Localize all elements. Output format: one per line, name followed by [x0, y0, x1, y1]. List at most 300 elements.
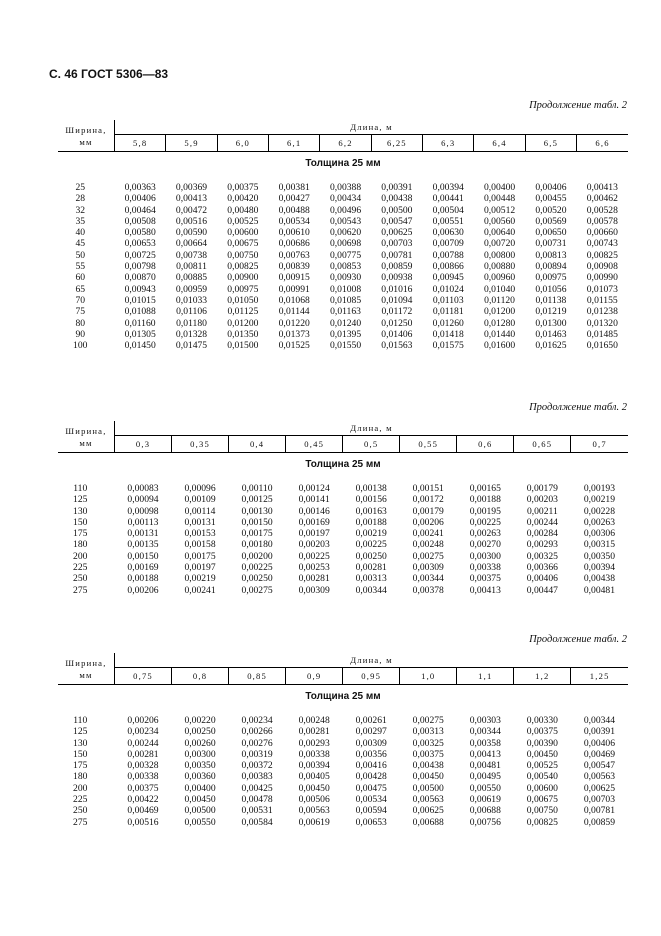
- volume-cell: 0,00528: [586, 204, 618, 216]
- volume-cell: 0,00156: [355, 494, 387, 506]
- volume-cell: 0,00960: [483, 272, 516, 284]
- volume-cell: 0,00441: [432, 193, 464, 205]
- volume-cell: 0,00319: [241, 748, 273, 760]
- volume-cell: 0,00344: [355, 584, 387, 596]
- table-caption: Продолжение табл. 2: [529, 634, 627, 645]
- volume-cell: 0,00193: [583, 483, 616, 494]
- volume-cell: 0,00560: [483, 215, 516, 227]
- volume-cell: 0,00163: [355, 505, 387, 517]
- volume-cell: 0,00938: [381, 272, 413, 284]
- width-value: 180: [73, 771, 88, 783]
- width-header: Ширина, мм: [58, 653, 115, 685]
- volume-cell: 0,00270: [469, 539, 501, 551]
- volume-cell: 0,00158: [184, 539, 216, 551]
- volume-cell: 0,00309: [412, 562, 444, 574]
- volume-cell: 0,00450: [184, 794, 216, 806]
- table-row: [58, 726, 628, 737]
- volume-cell: 0,00358: [469, 737, 501, 749]
- volume-cell: 0,00197: [184, 562, 216, 574]
- volume-cell: 0,00480: [227, 204, 259, 216]
- volume-cell: 0,00344: [583, 715, 616, 726]
- volume-cell: 0,00894: [535, 261, 567, 273]
- volume-cell: 0,00504: [432, 204, 464, 216]
- volume-cell: 0,00225: [298, 550, 330, 562]
- volume-cell: 0,00438: [583, 573, 616, 585]
- length-value: 0,6: [457, 436, 514, 453]
- length-value: 1,1: [457, 668, 514, 685]
- volume-cell: 0,00114: [184, 505, 216, 517]
- volume-cell: 0,00151: [412, 483, 444, 494]
- table-row: [58, 573, 628, 584]
- volume-cell: 0,00464: [124, 204, 156, 216]
- length-header: Длина, м: [115, 653, 629, 668]
- volume-cell: 0,01200: [227, 317, 259, 329]
- volume-cell: 0,00594: [355, 805, 387, 817]
- volume-cell: 0,00098: [127, 505, 159, 517]
- volume-cell: 0,00113: [127, 516, 159, 528]
- volume-cell: 0,01160: [124, 317, 156, 329]
- volume-cell: 0,01406: [381, 328, 413, 340]
- volume-cell: 0,00516: [127, 816, 159, 828]
- volume-cell: 0,00281: [127, 748, 159, 760]
- volume-cell: 0,01350: [227, 328, 259, 340]
- length-value: 6,25: [371, 135, 422, 152]
- page-header: С. 46 ГОСТ 5306—83: [49, 67, 169, 81]
- volume-cell: 0,00179: [412, 505, 444, 517]
- table-row: [58, 238, 628, 249]
- volume-cell: 0,00455: [535, 193, 567, 205]
- width-value: 110: [73, 483, 88, 494]
- volume-cell: 0,00725: [124, 249, 156, 261]
- volume-cell: 0,01155: [586, 294, 618, 306]
- volume-cell: 0,00688: [469, 805, 501, 817]
- table-row: [58, 205, 628, 216]
- volume-cell: 0,01260: [432, 317, 464, 329]
- width-value: 275: [73, 584, 88, 596]
- volume-cell: 0,01650: [586, 340, 618, 352]
- volume-cell: 0,00859: [583, 816, 616, 828]
- volume-cell: 0,00640: [483, 227, 516, 239]
- length-value: 0,85: [229, 668, 286, 685]
- volume-cell: 0,00150: [127, 550, 159, 562]
- width-value: 275: [73, 816, 88, 828]
- volume-cell: 0,00250: [241, 573, 273, 585]
- volume-cell: 0,01219: [535, 306, 567, 318]
- table-row: [58, 306, 628, 317]
- thickness-label: Толщина 25 мм: [305, 691, 381, 703]
- table-row: [58, 517, 628, 528]
- table-caption: Продолжение табл. 2: [529, 402, 627, 413]
- volume-cell: 0,01475: [175, 340, 208, 352]
- table-row: [58, 227, 628, 238]
- volume-cell: 0,00275: [241, 584, 273, 596]
- volume-cell: 0,00219: [355, 528, 387, 540]
- volume-cell: 0,00481: [469, 760, 501, 772]
- width-value: 60: [75, 272, 86, 284]
- volume-cell: 0,00375: [469, 573, 501, 585]
- volume-cell: 0,00241: [184, 584, 216, 596]
- table-row: [58, 805, 628, 816]
- volume-cell: 0,01163: [330, 306, 361, 318]
- volume-cell: 0,00131: [184, 516, 216, 528]
- volume-cell: 0,00578: [586, 215, 618, 227]
- volume-cell: 0,00619: [469, 794, 501, 806]
- width-value: 32: [75, 204, 86, 216]
- volume-cell: 0,00275: [412, 550, 444, 562]
- volume-cell: 0,00309: [355, 737, 387, 749]
- volume-cell: 0,00534: [278, 215, 310, 227]
- volume-cell: 0,00172: [412, 494, 444, 506]
- table-row: [58, 760, 628, 771]
- volume-cell: 0,00660: [586, 227, 618, 239]
- volume-cell: 0,00534: [355, 794, 387, 806]
- volume-cell: 0,00293: [298, 737, 330, 749]
- volume-cell: 0,00356: [355, 748, 387, 760]
- volume-cell: 0,00709: [432, 238, 464, 250]
- volume-cell: 0,00450: [298, 782, 330, 794]
- volume-cell: 0,00720: [483, 238, 516, 250]
- volume-cell: 0,00281: [355, 562, 387, 574]
- volume-cell: 0,00825: [526, 816, 558, 828]
- volume-cell: 0,00180: [241, 539, 273, 551]
- table-row: [58, 506, 628, 517]
- thickness-label: Толщина 25 мм: [305, 158, 381, 170]
- table-row: [58, 182, 628, 193]
- width-value: 250: [73, 573, 88, 585]
- table-row: [58, 783, 628, 794]
- volume-cell: 0,00153: [184, 528, 216, 540]
- volume-cell: 0,00496: [329, 204, 362, 216]
- volume-cell: 0,01395: [329, 328, 362, 340]
- volume-cell: 0,00743: [586, 238, 618, 250]
- volume-cell: 0,01280: [483, 317, 516, 329]
- volume-cell: 0,00203: [526, 494, 558, 506]
- volume-cell: 0,00375: [227, 182, 259, 193]
- width-value: 150: [73, 748, 88, 760]
- volume-cell: 0,00276: [241, 737, 273, 749]
- width-header: Ширина, мм: [58, 120, 115, 152]
- volume-cell: 0,00481: [583, 584, 616, 596]
- table-row: [58, 551, 628, 562]
- volume-cell: 0,00225: [355, 539, 387, 551]
- volume-cell: 0,00275: [412, 715, 444, 726]
- volume-cell: 0,00945: [432, 272, 464, 284]
- volume-cell: 0,00303: [469, 715, 501, 726]
- width-value: 65: [75, 283, 86, 295]
- volume-cell: 0,00375: [127, 782, 159, 794]
- volume-cell: 0,00250: [355, 550, 387, 562]
- volume-cell: 0,00338: [298, 748, 330, 760]
- volume-cell: 0,00390: [526, 737, 558, 749]
- width-value: 28: [75, 193, 86, 205]
- width-value: 175: [73, 760, 88, 772]
- volume-cell: 0,00448: [483, 193, 516, 205]
- volume-cell: 0,01550: [329, 340, 362, 352]
- volume-cell: 0,00394: [432, 182, 464, 193]
- width-value: 225: [73, 794, 88, 806]
- length-value: 0,9: [286, 668, 343, 685]
- table-row: [58, 771, 628, 782]
- table-row: [58, 738, 628, 749]
- length-value: 6,3: [423, 135, 474, 152]
- volume-cell: 0,00653: [355, 816, 387, 828]
- volume-cell: 0,00584: [241, 816, 273, 828]
- volume-cell: 0,01485: [586, 328, 618, 340]
- table-row: [58, 585, 628, 596]
- volume-cell: 0,00300: [469, 550, 501, 562]
- volume-cell: 0,00478: [241, 794, 273, 806]
- volume-cell: 0,00400: [483, 182, 516, 193]
- table-row: [58, 261, 628, 272]
- length-value: 0,45: [286, 436, 343, 453]
- volume-cell: 0,00756: [469, 816, 501, 828]
- volume-cell: 0,00590: [175, 227, 208, 239]
- volume-cell: 0,01040: [483, 283, 516, 295]
- volume-cell: 0,00428: [355, 771, 387, 783]
- width-value: 110: [73, 715, 88, 726]
- volume-cell: 0,00338: [469, 562, 501, 574]
- table-row: [58, 193, 628, 204]
- volume-cell: 0,00250: [184, 726, 216, 738]
- volume-cell: 0,00220: [184, 715, 216, 726]
- volume-cell: 0,00406: [526, 573, 558, 585]
- volume-cell: 0,00472: [175, 204, 208, 216]
- volume-cell: 0,01138: [535, 294, 567, 306]
- volume-cell: 0,00188: [469, 494, 501, 506]
- length-header: Длина, м: [115, 421, 629, 436]
- volume-cell: 0,00083: [127, 483, 159, 494]
- volume-cell: 0,00366: [526, 562, 558, 574]
- volume-cell: 0,00750: [227, 249, 259, 261]
- volume-cell: 0,00775: [329, 249, 362, 261]
- volume-cell: 0,00547: [381, 215, 413, 227]
- volume-cell: 0,00870: [124, 272, 156, 284]
- volume-cell: 0,01418: [432, 328, 464, 340]
- thickness-label: Толщина 25 мм: [305, 459, 381, 471]
- volume-cell: 0,01220: [278, 317, 310, 329]
- volume-cell: 0,00413: [175, 193, 208, 205]
- volume-cell: 0,00420: [227, 193, 259, 205]
- volume-cell: 0,00200: [241, 550, 273, 562]
- width-value: 200: [73, 550, 88, 562]
- table-row: [58, 250, 628, 261]
- volume-cell: 0,01625: [535, 340, 567, 352]
- volume-cell: 0,00313: [412, 726, 444, 738]
- volume-cell: 0,01125: [227, 306, 259, 318]
- table-row: [58, 340, 628, 351]
- volume-cell: 0,00325: [526, 550, 558, 562]
- volume-cell: 0,01200: [483, 306, 516, 318]
- volume-cell: 0,00525: [227, 215, 259, 227]
- volume-cell: 0,00915: [278, 272, 310, 284]
- volume-cell: 0,00625: [412, 805, 444, 817]
- volume-cell: 0,01500: [227, 340, 259, 352]
- width-value: 100: [73, 340, 88, 352]
- volume-cell: 0,00462: [586, 193, 618, 205]
- volume-cell: 0,00653: [124, 238, 156, 250]
- volume-cell: 0,00131: [127, 528, 159, 540]
- volume-cell: 0,00244: [526, 516, 558, 528]
- volume-cell: 0,01068: [278, 294, 310, 306]
- volume-cell: 0,01050: [227, 294, 259, 306]
- volume-cell: 0,00188: [127, 573, 159, 585]
- volume-cell: 0,01106: [176, 306, 207, 318]
- volume-cell: 0,00234: [127, 726, 159, 738]
- volume-cell: 0,00263: [583, 516, 616, 528]
- volume-cell: 0,00094: [127, 494, 159, 506]
- width-header: Ширина, мм: [58, 421, 115, 453]
- length-value: 5,8: [115, 135, 166, 152]
- volume-cell: 0,00165: [469, 483, 501, 494]
- volume-cell: 0,00413: [586, 182, 618, 193]
- volume-cell: 0,00859: [381, 261, 413, 273]
- volume-cell: 0,00703: [381, 238, 413, 250]
- volume-cell: 0,00930: [329, 272, 362, 284]
- volume-cell: 0,00306: [583, 528, 616, 540]
- volume-cell: 0,00516: [175, 215, 208, 227]
- width-value: 125: [73, 726, 88, 738]
- volume-cell: 0,00800: [483, 249, 516, 261]
- volume-cell: 0,00990: [586, 272, 618, 284]
- volume-cell: 0,00350: [583, 550, 616, 562]
- width-value: 45: [75, 238, 86, 250]
- volume-cell: 0,00866: [432, 261, 464, 273]
- volume-cell: 0,00686: [278, 238, 310, 250]
- volume-cell: 0,00698: [329, 238, 362, 250]
- volume-cell: 0,00825: [586, 249, 618, 261]
- volume-cell: 0,00547: [583, 760, 616, 772]
- volume-cell: 0,01103: [432, 294, 464, 306]
- volume-cell: 0,00206: [127, 584, 159, 596]
- volume-cell: 0,00563: [583, 771, 616, 783]
- volume-cell: 0,00975: [535, 272, 567, 284]
- volume-cell: 0,00563: [298, 805, 330, 817]
- length-value: 1,0: [400, 668, 457, 685]
- volume-cell: 0,00325: [412, 737, 444, 749]
- width-value: 90: [75, 328, 86, 340]
- width-value: 130: [73, 737, 88, 749]
- volume-cell: 0,01328: [175, 328, 208, 340]
- width-value: 200: [73, 782, 88, 794]
- volume-cell: 0,01085: [329, 294, 362, 306]
- volume-cell: 0,00388: [329, 182, 362, 193]
- width-value: 250: [73, 805, 88, 817]
- width-value: 175: [73, 528, 88, 540]
- volume-cell: 0,00363: [124, 182, 156, 193]
- volume-cell: 0,00447: [526, 584, 558, 596]
- volume-cell: 0,01180: [176, 317, 207, 329]
- length-value: 0,3: [115, 436, 172, 453]
- volume-cell: 0,01240: [329, 317, 362, 329]
- width-value: 50: [75, 249, 86, 261]
- volume-cell: 0,00406: [535, 182, 567, 193]
- volume-cell: 0,00261: [355, 715, 387, 726]
- volume-cell: 0,00150: [241, 516, 273, 528]
- volume-cell: 0,00438: [381, 193, 413, 205]
- volume-cell: 0,00241: [412, 528, 444, 540]
- volume-cell: 0,01305: [124, 328, 156, 340]
- volume-table: [58, 120, 628, 351]
- volume-cell: 0,00620: [329, 227, 362, 239]
- volume-cell: 0,00580: [124, 227, 156, 239]
- table-row: [58, 749, 628, 760]
- volume-cell: 0,00469: [127, 805, 159, 817]
- width-value: 55: [75, 261, 86, 273]
- width-value: 35: [75, 215, 86, 227]
- volume-cell: 0,00195: [469, 505, 501, 517]
- volume-cell: 0,00825: [227, 261, 259, 273]
- volume-cell: 0,00908: [586, 261, 618, 273]
- volume-cell: 0,00344: [469, 726, 501, 738]
- table-row: [58, 494, 628, 505]
- width-value: 225: [73, 562, 88, 574]
- volume-cell: 0,00375: [412, 748, 444, 760]
- volume-cell: 0,00675: [526, 794, 558, 806]
- volume-cell: 0,00206: [127, 715, 159, 726]
- volume-cell: 0,00297: [355, 726, 387, 738]
- volume-cell: 0,00338: [127, 771, 159, 783]
- volume-cell: 0,00135: [127, 539, 159, 551]
- volume-cell: 0,00248: [412, 539, 444, 551]
- volume-cell: 0,00096: [184, 483, 216, 494]
- volume-cell: 0,00811: [176, 261, 207, 273]
- length-value: 0,5: [343, 436, 400, 453]
- volume-cell: 0,00438: [412, 760, 444, 772]
- volume-cell: 0,00540: [526, 771, 558, 783]
- table-caption: Продолжение табл. 2: [529, 100, 627, 111]
- length-value: 1,25: [571, 668, 628, 685]
- volume-cell: 0,00315: [583, 539, 616, 551]
- volume-cell: 0,00450: [412, 771, 444, 783]
- volume-cell: 0,00475: [355, 782, 387, 794]
- volume-cell: 0,01440: [483, 328, 516, 340]
- volume-cell: 0,00203: [298, 539, 330, 551]
- table-row: [58, 272, 628, 283]
- volume-cell: 0,00369: [175, 182, 208, 193]
- volume-cell: 0,00378: [412, 584, 444, 596]
- width-value: 150: [73, 516, 88, 528]
- volume-cell: 0,00798: [124, 261, 156, 273]
- volume-cell: 0,00372: [241, 760, 273, 772]
- table-row: [58, 562, 628, 573]
- volume-cell: 0,00781: [381, 249, 413, 261]
- volume-cell: 0,00383: [241, 771, 273, 783]
- volume-cell: 0,00391: [583, 726, 616, 738]
- width-value: 130: [73, 505, 88, 517]
- width-value: 80: [75, 317, 86, 329]
- length-value: 6,6: [577, 135, 628, 152]
- volume-cell: 0,00703: [583, 794, 616, 806]
- volume-cell: 0,01373: [278, 328, 310, 340]
- length-value: 0,95: [343, 668, 400, 685]
- volume-cell: 0,01056: [535, 283, 567, 295]
- volume-cell: 0,00975: [227, 283, 259, 295]
- volume-cell: 0,00500: [412, 782, 444, 794]
- volume-cell: 0,01320: [586, 317, 618, 329]
- volume-cell: 0,00610: [278, 227, 310, 239]
- volume-cell: 0,00422: [127, 794, 159, 806]
- length-value: 6,2: [320, 135, 371, 152]
- volume-cell: 0,00450: [526, 748, 558, 760]
- table-row: [58, 528, 628, 539]
- volume-cell: 0,01073: [586, 283, 618, 295]
- volume-cell: 0,00469: [583, 748, 616, 760]
- volume-cell: 0,00281: [298, 726, 330, 738]
- volume-cell: 0,01094: [381, 294, 413, 306]
- volume-cell: 0,01008: [329, 283, 362, 295]
- volume-cell: 0,00313: [355, 573, 387, 585]
- width-value: 75: [75, 306, 86, 318]
